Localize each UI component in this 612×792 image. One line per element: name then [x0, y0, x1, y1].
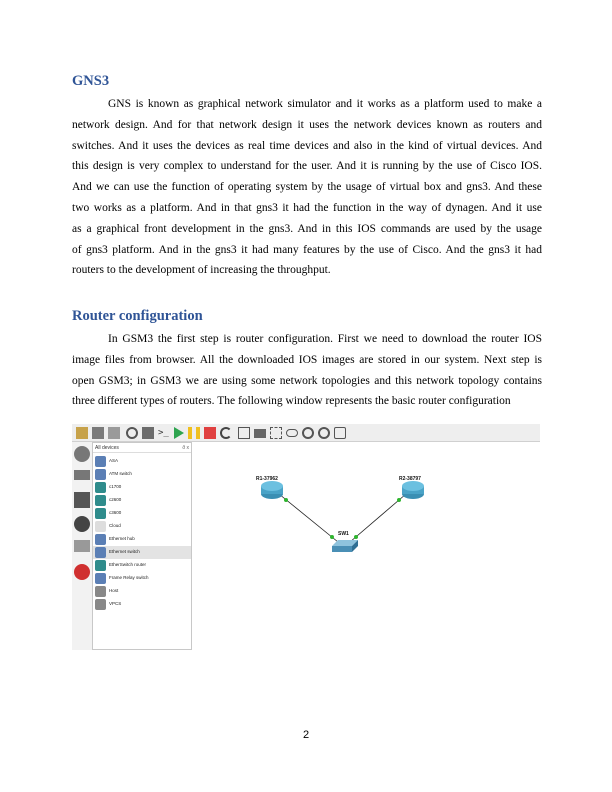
device-item[interactable] [93, 585, 191, 598]
snapshot-icon[interactable] [108, 427, 120, 439]
router-r1-label: R1-37962 [256, 476, 278, 482]
panel-close-icon[interactable]: ð x [182, 445, 189, 451]
toolbar [72, 424, 540, 442]
router-r1[interactable] [256, 476, 283, 499]
topology-svg [192, 442, 540, 650]
draw-ellipse-icon[interactable] [286, 429, 298, 437]
device-item[interactable] [93, 546, 191, 559]
zoom-in-icon[interactable] [302, 427, 314, 439]
device-icon [95, 547, 106, 558]
open-folder-icon[interactable] [76, 427, 88, 439]
device-label: ASA [109, 458, 119, 463]
device-icon [95, 521, 106, 532]
all-devices-category-icon[interactable] [74, 540, 90, 552]
section-heading-gns3: GNS3 [72, 73, 110, 89]
device-list-icon[interactable] [142, 427, 154, 439]
device-label: Host [109, 588, 119, 593]
security-devices-category-icon[interactable] [74, 516, 90, 532]
paragraph-line: this design is very complex to understand for the user. And it is running by the use of Cisco IOS. [72, 160, 542, 173]
link-status-dot [354, 535, 358, 539]
console-icon[interactable]: >_ [158, 428, 169, 438]
devices-panel-title: All devices ð x [95, 445, 189, 451]
paragraph-line: routers to the development of increasing the throughput. [72, 264, 331, 277]
link-status-dot [330, 535, 334, 539]
device-icon [95, 560, 106, 571]
devices-panel [92, 442, 192, 650]
link-status-dot [397, 498, 401, 502]
device-item[interactable] [93, 455, 191, 468]
device-icon [95, 495, 106, 506]
start-icon[interactable] [174, 427, 184, 439]
paragraph-line: of gns3 platform. And in the gns3 it had many features by the use of Cisco. And the gns3 it had [72, 243, 542, 256]
clock-icon[interactable] [126, 427, 138, 439]
switch-sw1[interactable] [332, 531, 358, 552]
paragraph-router-configuration [72, 329, 542, 412]
paragraph-line: GNS is known as graphical network simulator and it works as a platform used to make a [108, 98, 542, 110]
end-devices-category-icon[interactable] [74, 492, 90, 508]
device-icon [95, 573, 106, 584]
routers-category-icon[interactable] [74, 446, 90, 462]
device-item[interactable] [93, 533, 191, 546]
device-type-sidebar [72, 442, 92, 650]
device-icon [95, 482, 106, 493]
paragraph-line: three different types of routers. The following window represents the basic router configuration [72, 395, 511, 408]
device-label: Cloud [109, 523, 121, 528]
device-icon [95, 599, 106, 610]
router-r2-label: R2-38797 [399, 476, 421, 482]
pause-icon[interactable] [188, 427, 200, 439]
paragraph-line: as a graphical front development in the gns3. And in this IOS commands are used by the usage [72, 222, 542, 235]
device-item[interactable] [93, 520, 191, 533]
section-heading-router-configuration: Router configuration [72, 308, 203, 324]
device-icon [95, 456, 106, 467]
paragraph-line: switches. And it uses the devices as real time devices and also in the kind of virtual devices. And [72, 139, 542, 152]
device-item[interactable] [93, 507, 191, 520]
device-label: VPCS [109, 601, 122, 606]
device-label: c3600 [109, 510, 122, 515]
stop-icon[interactable] [204, 427, 216, 439]
device-label: ATM switch [109, 471, 132, 476]
zoom-out-icon[interactable] [318, 427, 330, 439]
switch-sw1-label: SW1 [338, 531, 349, 537]
paragraph-line: open GSM3; in GSM3 we are using some network topologies and this network topology contains [72, 374, 542, 387]
device-item[interactable] [93, 481, 191, 494]
device-icon [95, 508, 106, 519]
device-label: Frame Relay switch [109, 575, 149, 580]
switches-category-icon[interactable] [74, 470, 90, 480]
screenshot-camera-icon[interactable] [334, 427, 346, 439]
device-label: EtherSwitch router [109, 562, 147, 567]
paragraph-line: image files from browser. All the downloaded IOS images are stored in our system. Next step is [72, 353, 542, 366]
insert-picture-icon[interactable] [254, 429, 266, 438]
device-item[interactable] [93, 494, 191, 507]
gns3-screenshot-figure [72, 424, 540, 650]
paragraph-line: And we can use the function of operating system by the usage of virtual box and gns3. And these [72, 181, 542, 194]
save-icon[interactable] [92, 427, 104, 439]
paragraph-line: network design. And for that network design it uses the network devices known as routers and [72, 118, 542, 131]
link-r1-sw1[interactable] [279, 494, 338, 542]
device-icon [95, 469, 106, 480]
page-number: 2 [302, 729, 310, 741]
paragraph-gns3 [72, 94, 542, 281]
device-label: c1700 [109, 484, 122, 489]
device-item[interactable] [93, 598, 191, 611]
topology-canvas[interactable] [192, 442, 540, 650]
device-item[interactable] [93, 572, 191, 585]
device-label: Ethernet hub [109, 536, 135, 541]
reload-icon[interactable] [220, 427, 232, 439]
router-r2[interactable] [399, 476, 424, 499]
device-icon [95, 586, 106, 597]
link-status-dot [284, 498, 288, 502]
device-item[interactable] [93, 559, 191, 572]
device-label: c2600 [109, 497, 122, 502]
device-label: Ethernet switch [109, 549, 140, 554]
draw-rectangle-icon[interactable] [270, 427, 282, 439]
edit-note-icon[interactable] [238, 427, 250, 439]
paragraph-line: In GSM3 the first step is router configuration. First we need to download the router IOS [108, 333, 542, 345]
device-item[interactable] [93, 468, 191, 481]
add-link-icon[interactable] [74, 564, 90, 580]
paragraph-line: two works as a platform. And in that gns3 it had the function in the way of dynagen. And it use [72, 201, 542, 214]
device-icon [95, 534, 106, 545]
